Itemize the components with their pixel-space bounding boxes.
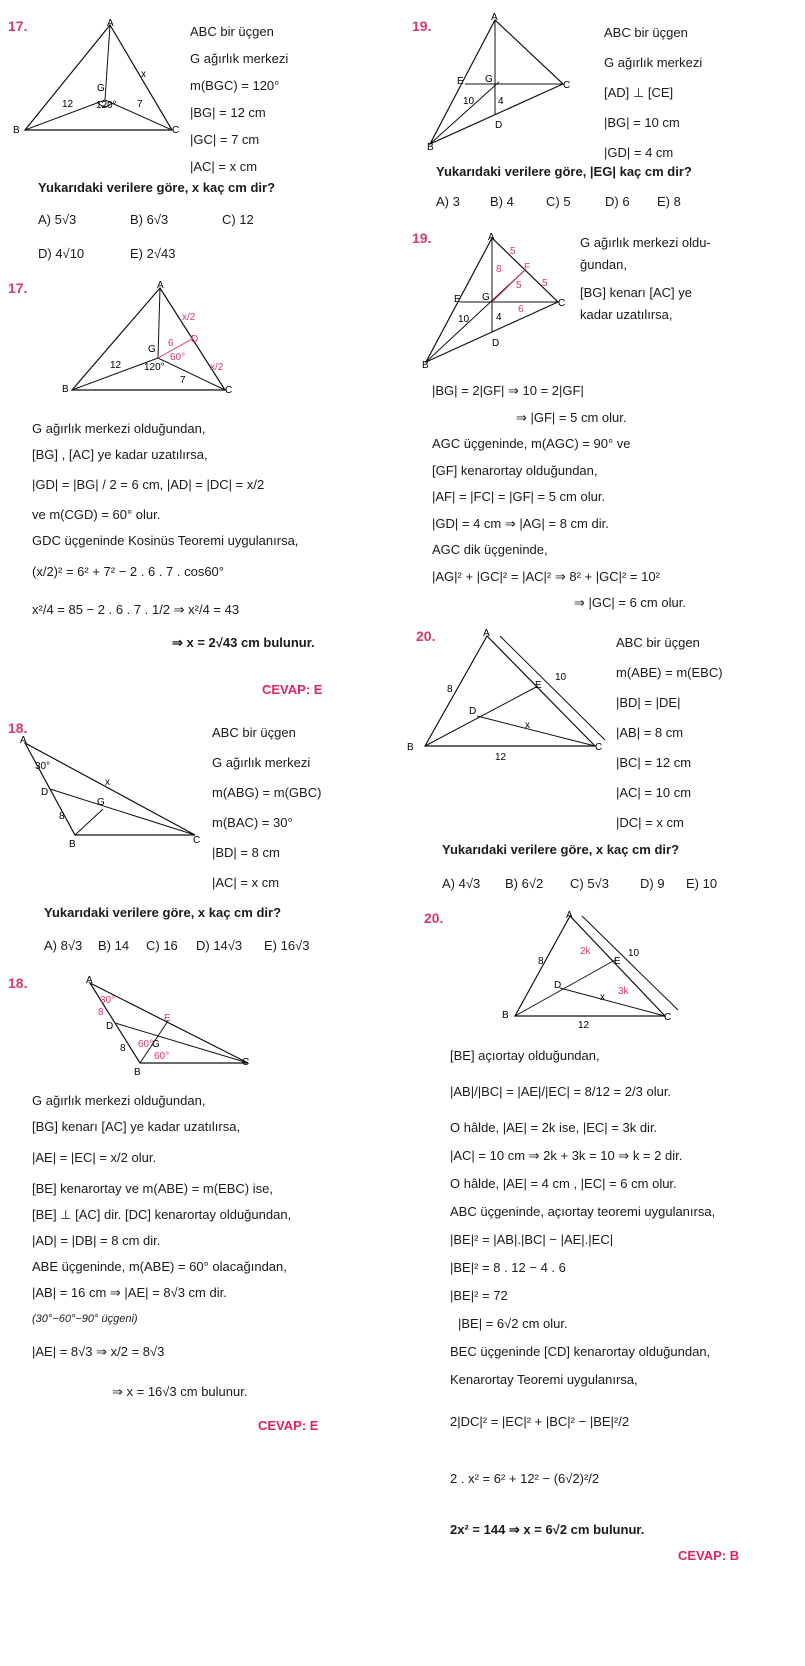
problem-19-number: 19. [412, 18, 432, 34]
solution-18-text: G ağırlık merkezi olduğundan, [BG] kenarı [AC] ye kadar uzatılırsa, |AE| = |EC| = x/2 olur. [BE] kenarortay ve m(ABE) = m(EBC) ise, [BE] ⊥ [AC] dir. [DC] kenarortay olduğundan, |AD| = |DB| = 8 cm dir. ABE üçgeninde, m(ABE) = 60° olacağından, |AB| = 16 cm ⇒ |AE| = 8√3 cm dir. (30°−60°−90° üçgeni) |AE| = 8√3 ⇒ x/2 = 8√3 ⇒ x = 16√3 cm bulunur. [32, 1093, 292, 1399]
p19-option-e[interactable]: E) 8 [657, 194, 681, 209]
svg-text:10: 10 [555, 672, 567, 683]
solution-20-figure [500, 908, 685, 1033]
svg-text:30°: 30° [35, 761, 51, 772]
problem-19-question: Yukarıdaki verilere göre, |EG| kaç cm dir? [436, 164, 692, 179]
problem-19-given: ABC bir üçgen G ağırlık merkezi [AD] ⊥ [CE] |BG| = 10 cm |GD| = 4 cm [604, 25, 703, 160]
svg-text:E: E [614, 956, 621, 967]
svg-text:A: A [488, 232, 495, 243]
svg-text:G: G [482, 292, 490, 303]
problem-18-question: Yukarıdaki verilere göre, x kaç cm dir? [44, 905, 282, 920]
problem-17-given: ABC bir üçgen G ağırlık merkezi m(BGC) = 120° |BG| = 12 cm |GC| = 7 cm |AC| = x cm [190, 24, 289, 174]
svg-text:A: A [86, 975, 93, 986]
svg-text:x: x [525, 720, 530, 731]
p18-option-e[interactable]: E) 16√3 [264, 938, 310, 953]
p20-option-e[interactable]: E) 10 [686, 876, 718, 891]
problem-20-figure [405, 628, 610, 768]
svg-text:B: B [502, 1010, 509, 1021]
p19-option-a[interactable]: A) 3 [436, 194, 460, 209]
svg-text:E: E [535, 680, 542, 691]
svg-text:60°: 60° [170, 352, 186, 363]
svg-text:x: x [600, 992, 605, 1003]
p17-option-a[interactable]: A) 5√3 [38, 212, 77, 227]
svg-text:B: B [62, 384, 69, 395]
solution-20-answer: CEVAP: B [678, 1548, 740, 1563]
svg-text:5: 5 [542, 278, 548, 289]
p19-option-d[interactable]: D) 6 [605, 194, 630, 209]
problem-17-figure [10, 15, 190, 140]
svg-text:8: 8 [59, 811, 65, 822]
svg-text:B: B [422, 360, 429, 370]
svg-text:B: B [69, 839, 76, 850]
p20-option-b[interactable]: B) 6√2 [505, 876, 544, 891]
svg-text:120°: 120° [96, 100, 117, 111]
solution-18-figure [80, 975, 255, 1080]
solution-19-text: |BG| = 2|GF| ⇒ 10 = 2|GF| ⇒ |GF| = 5 cm olur. AGC üçgeninde, m(AGC) = 90° ve [GF] kenarortay olduğundan, |AF| = |FC| = |GF| = 5 cm olur. |GD| = 4 cm ⇒ |AG| = 8 cm dir. AGC dik üçgeninde, |AG|² + |GC|² = |AC|² ⇒ 8² + |GC|² = 10² ⇒ |GC| = 6 cm olur. [432, 383, 686, 610]
svg-text:B: B [407, 742, 414, 753]
svg-text:6: 6 [168, 338, 174, 349]
svg-text:E: E [454, 294, 461, 305]
svg-text:B: B [13, 125, 20, 136]
problem-20-given: ABC bir üçgen m(ABE) = m(EBC) |BD| = |DE| |AB| = 8 cm |BC| = 12 cm |AC| = 10 cm |DC| = x cm [616, 635, 723, 830]
svg-text:10: 10 [463, 96, 475, 107]
svg-text:4: 4 [498, 96, 504, 107]
solution-17-number: 17. [8, 280, 28, 296]
solution-18-number: 18. [8, 975, 28, 991]
svg-text:C: C [595, 742, 603, 753]
svg-text:7: 7 [180, 375, 186, 386]
svg-text:E: E [457, 76, 464, 87]
p20-option-a[interactable]: A) 4√3 [442, 876, 481, 891]
svg-text:D: D [191, 334, 199, 345]
svg-text:2k: 2k [580, 946, 591, 957]
solution-17-figure [60, 280, 240, 400]
svg-text:G: G [97, 797, 105, 808]
svg-text:F: F [524, 262, 531, 273]
svg-text:C: C [172, 125, 180, 136]
problem-19-figure [425, 12, 575, 152]
svg-text:A: A [491, 12, 498, 23]
p17-option-d[interactable]: D) 4√10 [38, 246, 85, 261]
svg-text:x: x [141, 69, 146, 80]
solution-19-side-text: G ağırlık merkezi oldu- ğundan, [BG] kenarı [AC] ye kadar uzatılırsa, [580, 235, 711, 322]
solution-18-answer: CEVAP: E [258, 1418, 319, 1433]
p20-option-d[interactable]: D) 9 [640, 876, 665, 891]
problem-17-number: 17. [8, 18, 28, 34]
p17-option-c[interactable]: C) 12 [222, 212, 254, 227]
p18-option-a[interactable]: A) 8√3 [44, 938, 83, 953]
svg-text:C: C [242, 1057, 250, 1068]
p20-option-c[interactable]: C) 5√3 [570, 876, 609, 891]
svg-text:8: 8 [496, 264, 502, 275]
svg-text:30°: 30° [100, 995, 116, 1006]
svg-text:A: A [566, 910, 573, 921]
svg-text:3k: 3k [618, 986, 629, 997]
svg-text:5: 5 [516, 280, 522, 291]
svg-text:x: x [105, 777, 110, 788]
problem-18-given: ABC bir üçgen G ağırlık merkezi m(ABG) = m(GBC) m(BAC) = 30° |BD| = 8 cm |AC| = x cm [212, 725, 322, 890]
svg-text:D: D [469, 706, 477, 717]
svg-text:8: 8 [538, 956, 544, 967]
solution-20-text: [BE] açıortay olduğundan, |AB|/|BC| = |AE|/|EC| = 8/12 = 2/3 olur. O hâlde, |AE| = 2k ise, |EC| = 3k dir. |AC| = 10 cm ⇒ 2k + 3k = 10 ⇒ k = 2 dir. O hâlde, |AE| = 4 cm , |EC| = 6 cm olur. ABC üçgeninde, açıortay teoremi uygulanırsa, |BE|² = |AB|.|BC| − |AE|.|EC| |BE|² = 8 . 12 − 4 . 6 |BE|² = 72 |BE| = 6√2 cm olur. BEC üçgeninde [CD] kenarortay olduğundan, Kenarortay Teoremi uygulanırsa, 2|DC|² = |EC|² + |BC|² − |BE|²/2 2 . x² = 6² + 12² − (6√2)²/2 2x² = 144 ⇒ x = 6√2 cm bulunur. [450, 1048, 716, 1537]
svg-text:G: G [148, 344, 156, 355]
svg-text:8: 8 [120, 1043, 126, 1054]
svg-text:A: A [20, 735, 27, 746]
p18-option-d[interactable]: D) 14√3 [196, 938, 243, 953]
svg-text:D: D [41, 787, 49, 798]
p19-option-b[interactable]: B) 4 [490, 194, 514, 209]
p18-option-b[interactable]: B) 14 [98, 938, 130, 953]
svg-text:C: C [225, 385, 233, 396]
svg-text:5: 5 [510, 246, 516, 257]
svg-text:10: 10 [628, 948, 640, 959]
svg-text:G: G [485, 74, 493, 85]
p18-option-c[interactable]: C) 16 [146, 938, 178, 953]
svg-text:x/2: x/2 [210, 362, 224, 373]
svg-text:C: C [558, 298, 566, 309]
svg-text:D: D [554, 980, 562, 991]
svg-text:B: B [134, 1067, 141, 1078]
svg-text:120°: 120° [144, 362, 165, 373]
svg-text:C: C [563, 80, 571, 91]
svg-text:10: 10 [458, 314, 470, 325]
svg-text:C: C [664, 1012, 672, 1023]
svg-text:B: B [427, 142, 434, 152]
solution-19-figure [420, 230, 575, 370]
svg-text:A: A [107, 18, 114, 29]
svg-text:12: 12 [110, 360, 122, 371]
svg-text:G: G [97, 83, 105, 94]
p17-option-e[interactable]: E) 2√43 [130, 246, 176, 261]
p19-option-c[interactable]: C) 5 [546, 194, 571, 209]
svg-text:D: D [106, 1021, 114, 1032]
svg-text:A: A [157, 280, 164, 291]
svg-text:12: 12 [62, 99, 74, 110]
problem-18-number: 18. [8, 720, 28, 736]
solution-17-text: G ağırlık merkezi olduğundan, [BG] , [AC] ye kadar uzatılırsa, |GD| = |BG| / 2 = 6 cm, |AD| = |DC| = x/2 ve m(CGD) = 60° olur. GDC üçgeninde Kosinüs Teoremi uygulanırsa, (x/2)² = 6² + 7² − 2 . 6 . 7 . cos60° x²/4 = 85 − 2 . 6 . 7 . 1/2 ⇒ x²/4 = 43 ⇒ x = 2√43 cm bulunur. [32, 421, 315, 650]
svg-text:12: 12 [578, 1020, 590, 1031]
svg-text:60°: 60° [138, 1039, 154, 1050]
svg-text:12: 12 [495, 752, 507, 763]
solution-20-number: 20. [424, 910, 444, 926]
svg-text:8: 8 [447, 684, 453, 695]
svg-text:8: 8 [98, 1007, 104, 1018]
svg-text:x/2: x/2 [182, 312, 196, 323]
problem-17-question: Yukarıdaki verilere göre, x kaç cm dir? [38, 180, 276, 195]
svg-text:E: E [164, 1013, 171, 1024]
svg-text:D: D [495, 120, 503, 131]
svg-text:6: 6 [518, 304, 524, 315]
svg-text:60°: 60° [154, 1051, 170, 1062]
svg-text:G: G [152, 1039, 160, 1050]
p17-option-b[interactable]: B) 6√3 [130, 212, 169, 227]
problem-20-question: Yukarıdaki verilere göre, x kaç cm dir? [442, 842, 680, 857]
svg-text:7: 7 [137, 99, 143, 110]
svg-text:C: C [193, 835, 201, 846]
svg-text:4: 4 [496, 312, 502, 323]
problem-20-number: 20. [416, 628, 436, 644]
solution-19-number: 19. [412, 230, 432, 246]
solution-17-answer: CEVAP: E [262, 682, 323, 697]
svg-text:A: A [483, 628, 490, 639]
problem-18-figure [15, 735, 205, 850]
svg-text:D: D [492, 338, 500, 349]
